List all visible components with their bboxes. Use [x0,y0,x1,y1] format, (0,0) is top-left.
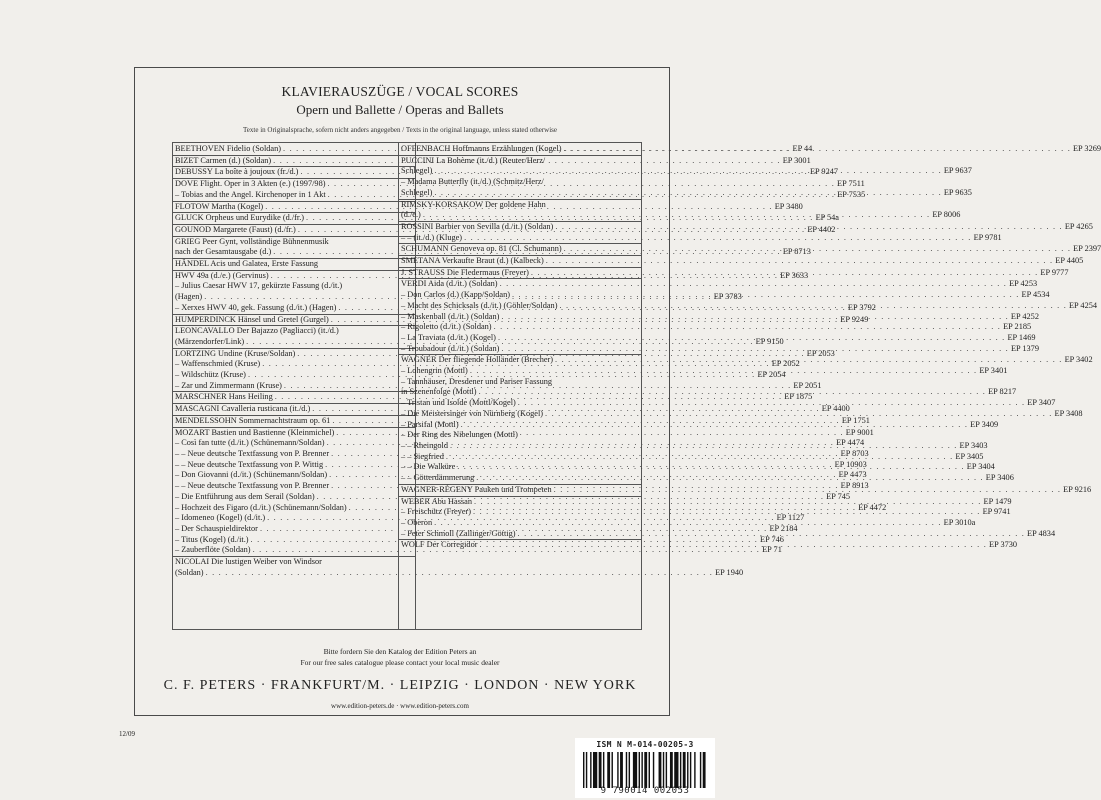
entry-title: MENDELSSOHN Sommernachtstraum op. 61 [175,415,331,425]
leader-dots [461,420,969,431]
leader-dots [450,441,958,452]
edition-number: EP 3403 [959,440,988,450]
barcode-bar [694,752,695,788]
leader-dots [545,409,1053,420]
entry-title: – Titus (Kogel) (d./it.) [175,534,249,544]
barcode-bar [639,752,640,788]
entry-title: – Waffenschmied (Kruse) [175,359,261,369]
leader-dots [434,518,942,529]
entry-title: – Don Giovanni (d./it.) (Schünemann/Soldan) [175,470,328,480]
edition-number: EP 3633 [780,270,809,280]
entry-title: BIZET Carmen (d.) (Soldan) [175,155,272,165]
barcode-bar [644,752,647,788]
entry-title: – Der Schauspieldirektor [175,523,258,533]
leader-dots [480,540,988,551]
barcode-bar [680,752,681,788]
barcode-bar [690,752,691,788]
leader-dots [479,387,987,398]
entry-title: HUMPERDINCK Hänsel und Gretel (Gurgel) [175,314,329,324]
entry-title: SCHUMANN Genoveva op. 81 (Cl. Schumann) [401,244,562,254]
edition-number: EP 9001 [845,427,874,437]
leader-dots [473,507,981,518]
entry-title: WEBER Abu Hassan [401,496,472,506]
leader-dots [501,312,1009,323]
entry-title: HWV 49a (d./e.) (Gervinus) [175,270,269,280]
edition-number: EP 9216 [1063,484,1092,494]
edition-number: EP 7511 [837,179,865,189]
entry-title: – Peter Schmoll (Zallinger/Göttig) [401,528,516,538]
list-item [401,256,1084,267]
leader-dots [563,144,1071,155]
entry-title: DEBUSSY La boîte à joujoux (fr./d.) [175,167,299,177]
leader-dots [531,268,1039,279]
edition-number: EP 4402 [807,224,836,234]
edition-number: EP 9247 [809,167,839,177]
entry-title: – – Die Walküre [401,462,456,472]
leader-dots [494,322,1002,333]
entry-title: MARSCHNER Hans Heiling [175,392,273,402]
edition-number: EP 4472 [858,502,887,512]
entry-title: – Tannhäuser, Dresdener und Pariser Fassung [401,376,553,386]
entry-title: – Der Ring des Nibelungen (Mottl) [401,430,518,440]
leader-dots [546,256,1054,267]
list-item [175,567,744,579]
edition-number: EP 2051 [793,380,822,390]
edition-number: EP 4405 [1055,256,1084,266]
leader-dots [554,485,1062,496]
edition-number: EP 3407 [1027,398,1056,408]
leader-dots [434,166,942,177]
entry-title: – – Siegfried [401,451,444,461]
website-line: www.edition-peters.de · www.edition-peters.com [331,702,469,710]
entry-title: – Wildschütz (Kruse) [175,370,246,380]
edition-number: EP 9249 [840,314,869,324]
barcode-bar [593,752,597,788]
edition-number: EP 3001 [782,155,811,165]
entry-title: – – Rheingold [401,440,449,450]
entry-title: NICOLAI Die lustigen Weiber von Windsor [175,557,322,567]
leader-dots [512,290,1020,301]
barcode-bar [641,752,642,788]
entry-title: LEONCAVALLO Der Bajazzo (Pagliacci) (it./d.) [175,326,339,336]
edition-number: EP 1751 [841,415,870,425]
list-item [401,377,639,388]
entry-title: HÄNDEL Acis und Galatea, Erste Fassung [175,259,319,269]
edition-number: EP 44 [792,144,813,153]
entry-title: – – Neue deutsche Textfassung von P. Brenner [175,448,330,458]
leader-dots [555,222,1063,233]
entry-title: FLOTOW Martha (Kogel) [175,201,264,211]
entry-title: GLUCK Orpheus und Eurydike (d./fr.) [175,213,305,223]
entry-title: – Hochzeit des Figaro (d./it.) (Schünemann/Soldan) [175,502,347,512]
edition-number: EP 2052 [771,359,800,369]
edition-number: EP 4252 [1010,311,1039,321]
entry-title: MOZART Bastien und Bastienne (Kleinmichel) [175,427,335,437]
barcode-bar [633,752,637,788]
entry-title: (d./e.) [401,210,421,220]
edition-number: EP 745 [826,491,851,501]
barcode-bar [670,752,673,788]
edition-number: EP 2185 [1003,322,1032,332]
entry-title: – Zauberflöte (Soldan) [175,545,251,555]
list-item [401,177,639,188]
edition-number: EP 746 [760,534,784,544]
entry-title: (Hagen) [175,292,203,302]
edition-number: EP 3402 [1064,355,1093,365]
ismn-label: ISM N M-014-00205-3 [596,740,694,749]
edition-number: EP 2397 [1073,244,1101,254]
entry-title: GOUNOD Margarete (Faust) (d./fr.) [175,224,296,234]
catalog-note-de: Bitte fordern Sie den Katalog der Edition Peters an [323,647,477,656]
edition-number: EP 4534 [1021,290,1050,300]
edition-number: EP 8913 [840,481,869,491]
entry-title: (Märzendorfer/Link) [175,336,245,346]
leader-dots [501,344,1009,355]
edition-number: EP 9777 [1040,267,1069,277]
barcode-bar [700,752,701,788]
leader-dots [518,529,1026,540]
edition-number: EP 1940 [715,567,744,577]
list-item [401,279,1038,290]
page-title: KLAVIERAUSZÜGE / VOCAL SCORES [281,84,519,99]
edition-number: EP 9781 [973,232,1002,242]
entry-title: – Idomeneo (Kogel) (d./it.) [175,513,266,523]
entry-title: WAGNER Der fliegende Holländer (Brecher) [401,355,554,365]
entry-title: OFFENBACH Hoffmanns Erzählungen (Kogel) [401,144,562,153]
entry-title: BEETHOVEN Fidelio (Soldan) [175,144,282,153]
barcode-bar [663,752,664,788]
leader-dots [446,452,954,463]
leader-dots [498,333,1006,344]
edition-number: EP 1479 [983,496,1012,506]
barcode-bar [599,752,602,788]
barcode-bar [703,752,706,788]
page-subtitle: Opern und Ballette / Operas and Ballets [296,102,504,117]
list-item [401,200,639,211]
list-item [175,237,413,248]
barcode-bar [683,752,686,788]
barcode-bar [649,752,650,788]
entry-title: – Zar und Zimmermann (Kruse) [175,380,282,390]
list-item [401,430,639,441]
barcode-bar [590,752,591,788]
edition-number: EP 8713 [782,247,811,257]
barcode-bar [674,752,678,788]
edition-number: EP 9150 [755,336,784,346]
edition-number: EP 71 [762,545,782,555]
edition-number: EP 4473 [838,470,867,480]
entry-title: – Freischütz (Freyer) [401,507,472,517]
leader-dots [559,301,1067,312]
entry-title: DOVE Flight. Oper in 3 Akten (e.) (1997/98) [175,179,326,189]
edition-number: EP 3401 [979,366,1008,376]
entry-title: – Tobias and the Angel. Kirchenoper in 1 Akt [175,189,326,199]
entry-title: – Die Entführung aus dem Serail (Soldan) [175,491,315,501]
entry-title: – – Götterdämmerung [401,473,475,483]
edition-number: EP 2054 [757,370,786,380]
list-item [175,326,413,337]
leader-dots [476,473,984,484]
entry-title: – – (it./d.) (Kluge) [401,232,463,242]
entry-title: Schlegel) [401,187,433,197]
edition-number: EP 54a [815,213,839,223]
edition-number: EP 4265 [1064,221,1093,231]
catalog-note-en: For our free sales catalogue please contact your local music dealer [300,658,500,667]
leader-dots [555,355,1063,366]
entry-title: – Rigoletto (d./it.) (Soldan) [401,322,492,332]
edition-number: EP 8006 [932,210,961,220]
list-item [175,557,413,568]
entry-title: – – Neue deutsche Textfassung von P. Brenner [175,481,330,491]
edition-number: EP 3730 [989,540,1018,550]
edition-number: EP 3269 [1072,144,1101,153]
barcode-bar [626,752,627,788]
entry-title: – – Neue deutsche Textfassung von P. Wittig [175,459,324,469]
edition-number: EP 3783 [713,292,742,302]
leader-dots [470,366,978,377]
edition-number: EP 9635 [943,187,972,197]
barcode-bar [653,752,654,788]
print-code: 12/09 [119,730,135,738]
barcode-block [575,738,715,798]
edition-number: EP 8217 [988,387,1017,397]
edition-number: EP 3408 [1054,408,1083,418]
edition-number: EP 8703 [840,448,869,458]
barcode-bar [666,752,667,788]
barcode-bar [603,752,604,788]
entry-title: – Così fan tutte (d./it.) (Schünemann/Soldan) [175,438,325,448]
entry-title: – Don Carlos (d.) (Kapp/Soldan) [401,290,510,300]
list-item [401,232,1002,244]
barcode-bar [586,752,587,788]
entry-title: – La Traviata (d./it.) (Kogel) [401,332,496,342]
leader-dots [423,210,931,221]
list-item [401,156,639,167]
edition-number: EP 9637 [943,166,972,176]
entry-title: WAGNER-RÉGENY Pauken und Trompeten [401,484,552,494]
barcode-bar [617,752,618,788]
entry-title: nach der Gesamtausgabe (d.) [175,247,272,257]
entry-title: LORTZING Undine (Kruse/Soldan) [175,348,296,358]
language-note: Texte in Originalsprache, sofern nicht anders angegeben / Texts in the original language, unless stated otherwise [243,126,557,134]
entry-title: – Tristan und Isolde (Mottl/Kogel) [401,398,516,408]
entry-title: – Maskenball (d./it.) (Soldan) [401,311,500,321]
entry-title: ROSSINI Barbier von Sevilla (d./it.) (Soldan) [401,221,554,231]
edition-number: EP 3404 [966,462,995,472]
entry-title: WOLF Der Corregidor [401,540,478,550]
edition-number: EP 2184 [769,523,798,533]
entry-title: – Xerxes HWV 40, gek. Fassung (d./it.) (Hagen) [175,302,337,312]
edition-number: EP 7535 [837,189,866,199]
barcode-bar [629,752,630,788]
edition-number: EP 2053 [806,348,835,358]
edition-number: EP 10903 [834,459,867,469]
barcode-bar [612,752,613,788]
edition-number: EP 1469 [1007,332,1036,342]
entry-title: – Macht des Schicksals (d./it.) (Göhler/Soldan) [401,300,558,310]
leader-dots [434,188,942,199]
publisher-line: C. F. PETERS · FRANKFURT/M. · LEIPZIG · LONDON · NEW YORK [163,678,637,693]
edition-number: EP 1875 [784,392,813,402]
entry-title: – Troubadour (d./it.) (Soldan) [401,343,500,353]
edition-number: EP 3480 [774,201,803,211]
entry-title: in Szenenfolge (Mottl) [401,387,477,397]
barcode-bar [620,752,623,788]
edition-number: EP 1127 [776,513,805,523]
list-item [401,322,1032,333]
edition-number: EP 1379 [1010,343,1039,353]
edition-number: EP 3406 [985,473,1014,483]
edition-number: EP 4400 [821,404,850,414]
entry-title: MASCAGNI Cavalleria rusticana (it./d.) [175,404,311,414]
leader-dots [474,497,982,508]
barcode-bar [659,752,662,788]
entry-title: – Lohengrin (Mottl) [401,366,468,376]
edition-number: EP 4834 [1027,528,1056,538]
edition-number: EP 3409 [970,419,999,429]
barcode-bar [607,752,610,788]
edition-number: EP 4253 [1009,279,1038,289]
entry-title: RIMSKY-KORSAKOW Der goldene Hahn [401,199,546,209]
leader-dots [464,233,972,244]
entry-title: SMETANA Verkaufte Braut (d.) (Kalbeck) [401,256,544,266]
leader-dots [500,279,1008,290]
edition-number: EP 3792 [847,302,876,312]
list-item [175,281,413,292]
edition-number: EP 3010a [943,517,976,527]
barcode-bar [687,752,688,788]
entry-title: – Parsifal (Mottl) [401,419,459,429]
edition-number: EP 3405 [955,451,984,461]
entry-title: GRIEG Peer Gynt, vollständige Bühnenmusik [175,236,329,246]
entry-title: VERDI Aida (d./it.) (Soldan) [401,279,498,289]
entry-title: – Madama Butterfly (it./d.) (Schmitz/Herz/ [401,177,544,187]
leader-dots [518,398,1026,409]
edition-number: EP 9741 [982,507,1011,517]
edition-number: EP 4474 [836,438,865,448]
barcode-digits: 9 790014 002053 [600,786,690,796]
leader-dots [564,244,1072,255]
entry-title: PUCCINI La Bohème (it./d.) (Reuter/Herz/ [401,155,546,165]
entry-title: – Julius Caesar HWV 17, gekürzte Fassung (d./it.) [175,281,343,291]
entry-title: – Die Meistersinger von Nürnberg (Kogel) [401,408,544,418]
barcode-bar [583,752,584,788]
entry-title: J. STRAUSS Die Fledermaus (Freyer) [401,267,529,277]
leader-dots [457,459,965,473]
entry-title: (Soldan) [175,567,204,577]
barcode-icon [583,752,707,788]
list-item [175,259,413,270]
list-item [175,213,839,224]
entry-title: Schlegel) [401,166,433,176]
entry-title: – Oberon [401,517,433,527]
edition-number: EP 4254 [1068,300,1098,310]
